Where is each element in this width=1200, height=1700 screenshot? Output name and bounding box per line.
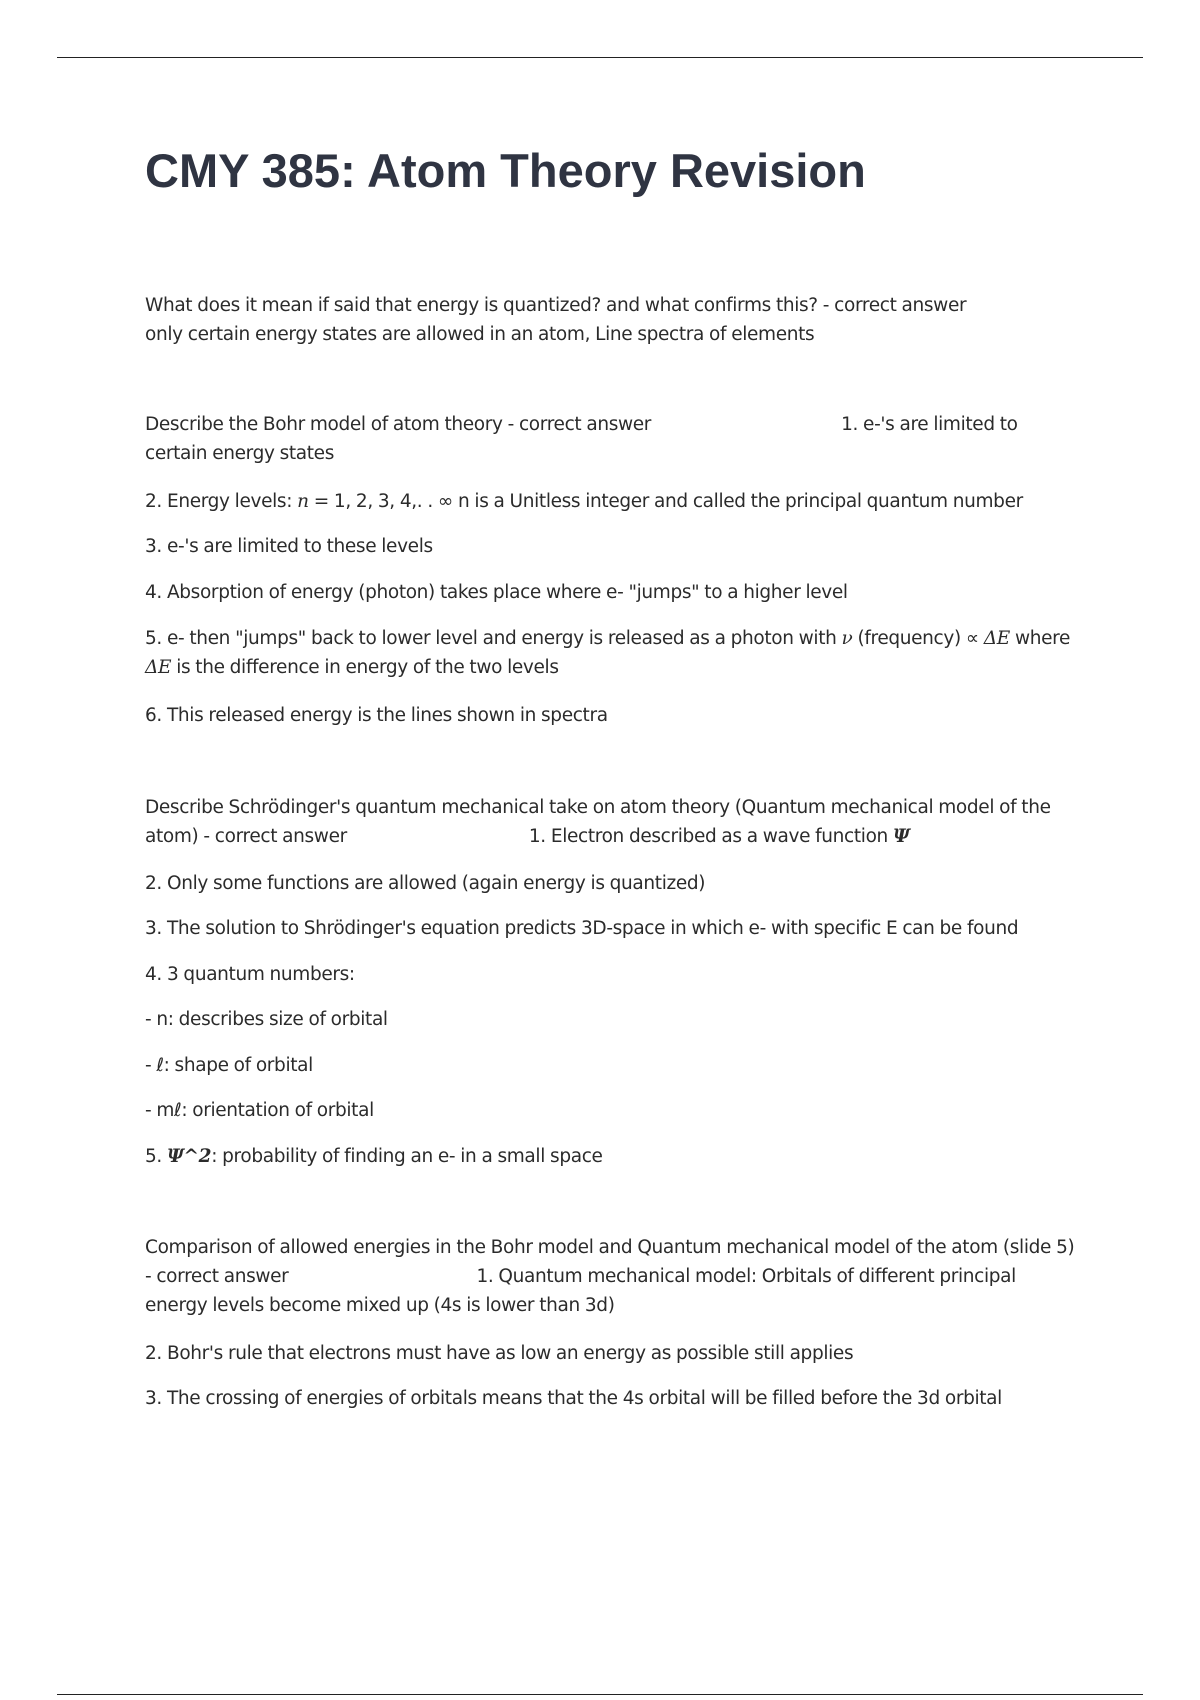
qa-3-item-5: 5. Ψ^2: probability of finding an e- in a small space [145, 1146, 603, 1167]
qa-1-answer: only certain energy states are allowed in an atom, Line spectra of elements [145, 324, 815, 345]
qa-3-item-2: 2. Only some functions are allowed (again energy is quantized) [145, 873, 706, 894]
qa-2-item-2: 2. Energy levels: n = 1, 2, 3, 4,. . ∞ n is a Unitless integer and called the principal quantum number [145, 491, 1023, 512]
qa-2-item-3: 3. e-'s are limited to these levels [145, 536, 433, 557]
qa-3-item-3: 3. The solution to Shrödinger's equation predicts 3D-space in which e- with specific E can be found [145, 918, 1019, 939]
qa-4-item-1-cont: energy levels become mixed up (4s is lower than 3d) [145, 1295, 615, 1316]
document-title: CMY 385: Atom Theory Revision [145, 144, 866, 197]
qa-2-item-6: 6. This released energy is the lines shown in spectra [145, 705, 608, 726]
qa-1-question: What does it mean if said that energy is quantized? and what confirms this? - correct answer [145, 295, 967, 316]
top-rule [57, 57, 1143, 58]
qa-3-item-4a: - n: describes size of orbital [145, 1009, 388, 1030]
qa-4-item-1: 1. Quantum mechanical model: Orbitals of different principal [476, 1266, 1016, 1287]
qa-3-item-1: 1. Electron described as a wave function [528, 826, 893, 847]
qa-1 [145, 291, 1100, 349]
qa-3-item-4b: - ℓ: shape of orbital [145, 1055, 313, 1076]
qa-2-question-line [145, 410, 1100, 468]
qa-3-question-line [145, 793, 1100, 851]
qa-4-question: Comparison of allowed energies in the Bohr model and Quantum mechanical model of the atom (slide 5) [145, 1237, 1075, 1258]
qa-2-question: Describe the Bohr model of atom theory - correct answer [145, 414, 652, 435]
qa-2-item-1: 1. e-'s are limited to [841, 414, 1018, 435]
bottom-rule [57, 1694, 1143, 1695]
qa-3-question-cont: atom) - correct answer [145, 826, 347, 847]
qa-3-question: Describe Schrödinger's quantum mechanical take on atom theory (Quantum mechanical model of the [145, 797, 1051, 818]
qa-4-question-cont: - correct answer [145, 1266, 289, 1287]
qa-2-item-1-cont: certain energy states [145, 443, 334, 464]
qa-2-item-4: 4. Absorption of energy (photon) takes place where e- "jumps" to a higher level [145, 582, 848, 603]
qa-3-item-4: 4. 3 quantum numbers: [145, 964, 355, 985]
psi-squared: Ψ^2 [166, 1146, 212, 1167]
psi-symbol: Ψ [892, 826, 910, 847]
qa-4-item-3: 3. The crossing of energies of orbitals means that the 4s orbital will be filled before the 3d orbital [145, 1388, 1002, 1409]
qa-4-item-2: 2. Bohr's rule that electrons must have as low an energy as possible still applies [145, 1343, 854, 1364]
qa-4-question-line [145, 1233, 1100, 1320]
qa-3-item-4c: - mℓ: orientation of orbital [145, 1100, 374, 1121]
qa-2-item-5: 5. e- then "jumps" back to lower level and energy is released as a photon with ν (frequency) ∝ ΔE where ΔE is the difference in energy of the two levels [145, 628, 1071, 678]
